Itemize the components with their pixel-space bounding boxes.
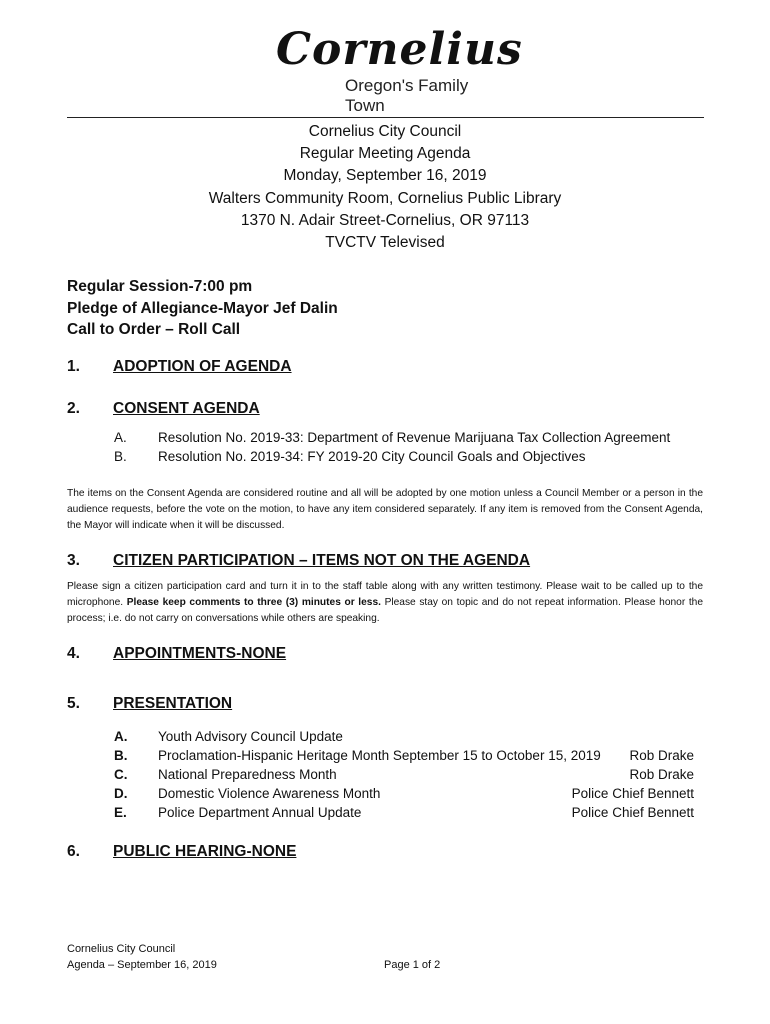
meeting-date: Monday, September 16, 2019 bbox=[283, 167, 487, 185]
list-item bbox=[114, 746, 694, 765]
item-letter: A. bbox=[114, 729, 128, 744]
list-item bbox=[114, 803, 694, 822]
footer-council: Cornelius City Council bbox=[67, 943, 176, 955]
item-text: Resolution No. 2019-33: Department of Revenue Marijuana Tax Collection Agreement bbox=[158, 430, 671, 445]
logo-title: Cornelius bbox=[276, 24, 523, 75]
item-text: Youth Advisory Council Update bbox=[158, 729, 343, 744]
item-letter: E. bbox=[114, 805, 127, 820]
city-logo bbox=[270, 24, 523, 115]
list-item bbox=[114, 428, 694, 447]
council-name: Cornelius City Council bbox=[308, 123, 462, 140]
item-letter: C. bbox=[114, 767, 128, 782]
session-info bbox=[67, 276, 338, 341]
consent-items bbox=[114, 428, 694, 466]
page-number: Page 1 of 2 bbox=[384, 959, 441, 971]
roll-call-line: Call to Order – Roll Call bbox=[67, 321, 241, 338]
section-title: CITIZEN PARTICIPATION – ITEMS NOT ON THE AGENDA bbox=[113, 552, 531, 569]
footer-agenda-date: Agenda – September 16, 2019 bbox=[67, 959, 217, 971]
session-time: Regular Session-7:00 pm bbox=[67, 278, 253, 295]
item-letter: A. bbox=[114, 430, 127, 445]
citizen-participation-note bbox=[67, 579, 703, 628]
item-presenter: Rob Drake bbox=[629, 748, 694, 763]
agenda-type: Regular Meeting Agenda bbox=[299, 145, 471, 163]
item-letter: D. bbox=[114, 786, 128, 801]
note-emphasis: Please keep comments to three (3) minutes or less. bbox=[126, 597, 381, 609]
item-text: Proclamation-Hispanic Heritage Month September 15 to October 15, 2019 bbox=[158, 748, 601, 763]
section-number: 6. bbox=[67, 843, 80, 860]
section-title: CONSENT AGENDA bbox=[113, 400, 260, 417]
list-item bbox=[114, 727, 694, 746]
section-number: 1. bbox=[67, 358, 80, 375]
list-item bbox=[114, 447, 694, 466]
list-item bbox=[114, 784, 694, 803]
item-text: Domestic Violence Awareness Month bbox=[158, 786, 381, 801]
section-number: 3. bbox=[67, 552, 80, 569]
item-letter: B. bbox=[114, 748, 128, 763]
note-text: Please sign a citizen participation card and turn it in to the staff table along with any written testimony. Please wait to be called up to the microphone. bbox=[67, 581, 703, 609]
presentation-items bbox=[114, 727, 694, 822]
meeting-header bbox=[0, 121, 770, 254]
section-title: PUBLIC HEARING-NONE bbox=[113, 843, 297, 860]
broadcast-note: TVCTV Televised bbox=[325, 234, 445, 252]
item-presenter: Police Chief Bennett bbox=[571, 805, 694, 820]
logo-subtitle: Oregon's Family Town bbox=[345, 76, 469, 115]
header-divider bbox=[67, 117, 704, 118]
meeting-address: 1370 N. Adair Street-Cornelius, OR 97113 bbox=[240, 211, 530, 229]
section-title: APPOINTMENTS-NONE bbox=[113, 645, 287, 662]
section-title: PRESENTATION bbox=[113, 695, 233, 712]
consent-agenda-note: The items on the Consent Agenda are considered routine and all will be adopted by one motion unless a Council Member or a person in the audience requests, before the vote on the motion, to have any item considered separately. If any item is removed from the Consent Agenda, the Mayor will indicate when it will be discussed. bbox=[67, 488, 703, 532]
section-number: 2. bbox=[67, 400, 80, 417]
item-presenter: Rob Drake bbox=[629, 767, 694, 782]
pledge-line: Pledge of Allegiance-Mayor Jef Dalin bbox=[67, 299, 338, 317]
meeting-location: Walters Community Room, Cornelius Public Library bbox=[208, 189, 562, 207]
item-text: National Preparedness Month bbox=[158, 767, 337, 782]
section-title: ADOPTION OF AGENDA bbox=[113, 358, 292, 375]
item-text: Police Department Annual Update bbox=[158, 805, 362, 820]
list-item bbox=[114, 765, 694, 784]
item-letter: B. bbox=[114, 449, 127, 464]
section-number: 5. bbox=[67, 695, 80, 712]
section-number: 4. bbox=[67, 645, 80, 662]
note-text: Please stay on topic and do not repeat information. Please honor the process; i.e. do not carry on conversations while others are speaking. bbox=[67, 597, 703, 625]
page-footer bbox=[67, 941, 217, 973]
item-presenter: Police Chief Bennett bbox=[571, 786, 694, 801]
item-text: Resolution No. 2019-34: FY 2019-20 City Council Goals and Objectives bbox=[158, 449, 586, 464]
